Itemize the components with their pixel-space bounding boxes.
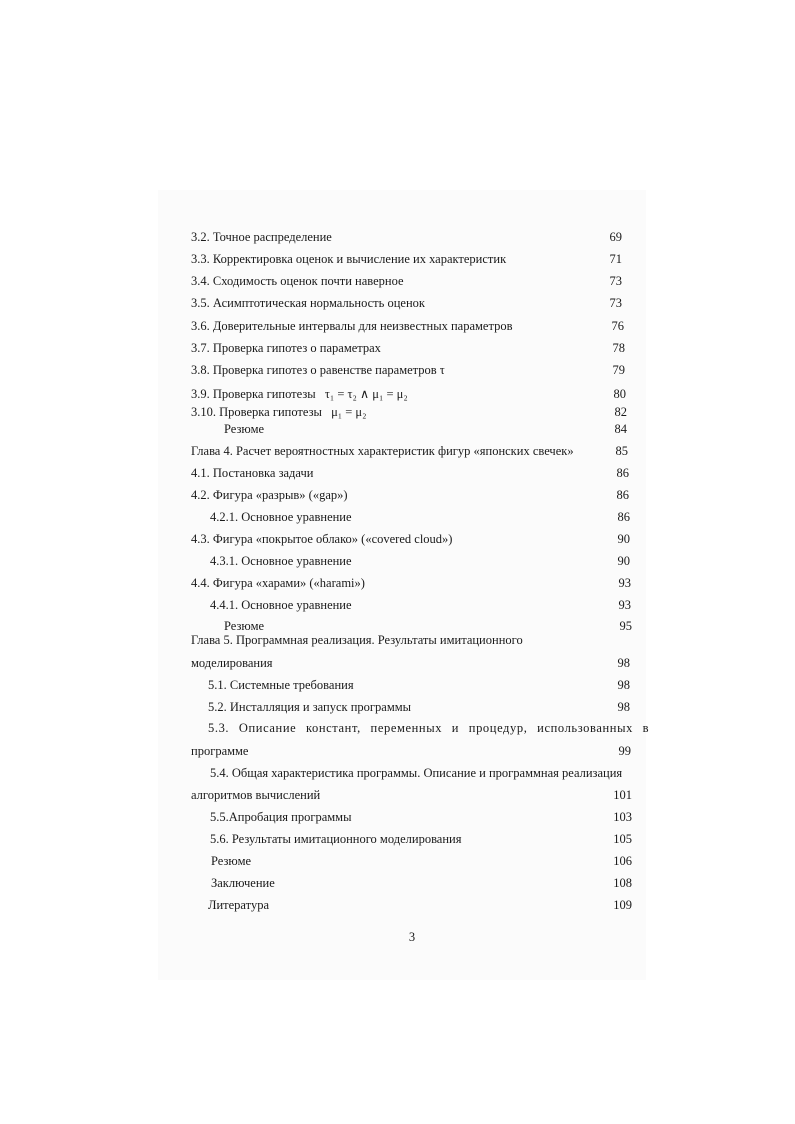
toc-entry-formula: τ₁ = τ₂ ∧ μ₁ = μ₂ [324, 387, 408, 401]
toc-entry-text-cont: алгоритмов вычислений [191, 788, 321, 802]
toc-entry-text: 4.2.1. Основное уравнение [210, 510, 352, 524]
toc-entry-page: 98 [617, 656, 630, 670]
toc-entry-page: 93 [618, 576, 631, 590]
toc-entry-3-10 [191, 404, 366, 420]
toc-entry-page: 73 [609, 296, 622, 310]
toc-entry-page: 106 [613, 854, 632, 868]
toc-entry-page: 98 [617, 678, 630, 692]
toc-entry-text: 4.2. Фигура «разрыв» («gap») [191, 488, 348, 502]
toc-entry-text: 4.3. Фигура «покрытое облако» («covered cloud») [191, 532, 453, 546]
toc-entry-page: 79 [612, 363, 625, 377]
toc-entry-5-3-line1 [208, 720, 650, 736]
toc-entry-text: Резюме [211, 854, 252, 868]
toc-entry-page: 84 [614, 422, 627, 436]
toc-entry-3-9 [191, 386, 408, 402]
toc-entry-page: 86 [616, 466, 629, 480]
toc-entry-text: Резюме [224, 422, 265, 436]
toc-entry-text: 5.2. Инсталляция и запуск программы [208, 700, 412, 714]
toc-entry-text: Литература [208, 898, 269, 912]
toc-entry-page: 71 [609, 252, 622, 266]
toc-entry-page: 76 [611, 319, 624, 333]
toc-entry-formula: μ₁ = μ₂ [331, 405, 367, 419]
toc-entry-text: 5.1. Системные требования [208, 678, 354, 692]
toc-chapter-title: Глава 4. Расчет вероятностных характеристик фигур «японских свечек» [191, 444, 574, 458]
toc-entry-page: 85 [615, 444, 628, 458]
toc-entry-text: 4.3.1. Основное уравнение [210, 554, 352, 568]
toc-entry-text: 3.5. Асимптотическая нормальность оценок [191, 296, 425, 310]
toc-entry-text: 3.4. Сходимость оценок почти наверное [191, 274, 404, 288]
toc-entry-page: 69 [609, 230, 622, 244]
toc-entry-page: 99 [618, 744, 631, 758]
toc-entry-text: Заключение [211, 876, 275, 890]
toc-entry-page: 109 [613, 898, 632, 912]
toc-entry-text: 4.4. Фигура «харами» («harami») [191, 576, 365, 590]
toc-entry-page: 78 [612, 341, 625, 355]
toc-entry-text: 3.3. Корректировка оценок и вычисление их характеристик [191, 252, 507, 266]
toc-entry-page: 95 [619, 619, 632, 633]
toc-entry-page: 105 [613, 832, 632, 846]
toc-entry-text: 4.4.1. Основное уравнение [210, 598, 352, 612]
toc-entry-text: 5.3. Описание констант, переменных и процедур, использованных в [208, 721, 650, 735]
toc-entry-text: Резюме [224, 619, 265, 633]
toc-entry-page: 103 [613, 810, 632, 824]
toc-entry-page: 86 [616, 488, 629, 502]
toc-entry-text: 5.6. Результаты имитационного моделирования [210, 832, 462, 846]
toc-chapter-title: Глава 5. Программная реализация. Результаты имитационного [191, 633, 523, 647]
toc-entry-text: 3.6. Доверительные интервалы для неизвестных параметров [191, 319, 513, 333]
toc-entry-text: 3.9. Проверка гипотезы [191, 387, 316, 401]
toc-entry-page: 90 [617, 554, 630, 568]
toc-entry-text: 5.5.Апробация программы [210, 810, 352, 824]
toc-entry-text: 3.10. Проверка гипотезы [191, 405, 322, 419]
toc-entry-page: 86 [617, 510, 630, 524]
toc-entry-page: 108 [613, 876, 632, 890]
toc-chapter-title-cont: моделирования [191, 656, 273, 670]
toc-entry-text: 5.4. Общая характеристика программы. Описание и программная реализация [210, 766, 623, 780]
toc-entry-text: 4.1. Постановка задачи [191, 466, 314, 480]
toc-entry-text: 3.8. Проверка гипотез о равенстве параметров τ [191, 363, 445, 377]
toc-entry-text-cont: программе [191, 744, 249, 758]
toc-entry-text: 3.2. Точное распределение [191, 230, 332, 244]
page-number: 3 [408, 930, 416, 944]
toc-entry-text: 3.7. Проверка гипотез о параметрах [191, 341, 381, 355]
toc-entry-page: 80 [613, 387, 626, 401]
toc-entry-page: 98 [617, 700, 630, 714]
toc-entry-page: 93 [618, 598, 631, 612]
toc-entry-page: 73 [609, 274, 622, 288]
toc-entry-page: 101 [613, 788, 632, 802]
toc-entry-page: 90 [617, 532, 630, 546]
toc-entry-page: 82 [614, 405, 627, 419]
